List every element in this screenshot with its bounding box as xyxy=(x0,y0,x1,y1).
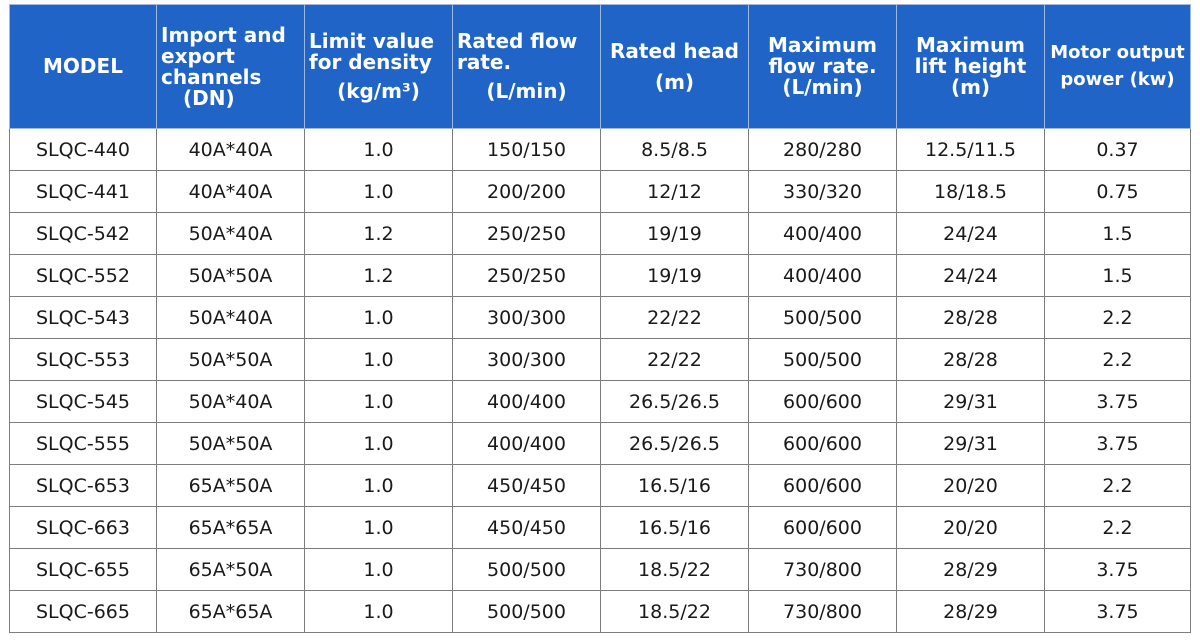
rated-head-cell: 26.5/26.5 xyxy=(601,423,749,465)
channels-cell: 50A*50A xyxy=(157,339,305,381)
header-line: Import and xyxy=(161,22,286,47)
header-max-flow xyxy=(749,5,897,129)
density-cell: 1.0 xyxy=(305,381,453,423)
channels-cell: 65A*65A xyxy=(157,507,305,549)
max-flow-cell: 600/600 xyxy=(749,465,897,507)
table-row xyxy=(10,465,1191,507)
model-cell: SLQC-440 xyxy=(10,129,157,171)
header-line: MODEL xyxy=(43,54,123,78)
max-flow-cell: 400/400 xyxy=(749,213,897,255)
channels-cell: 65A*50A xyxy=(157,549,305,591)
table-row xyxy=(10,549,1191,591)
max-lift-cell: 29/31 xyxy=(897,381,1045,423)
header-channels xyxy=(157,5,305,129)
header-line: flow rate. xyxy=(768,54,877,78)
header-line: Rated flow xyxy=(457,29,578,53)
max-flow-cell: 600/600 xyxy=(749,507,897,549)
motor-power-cell: 2.2 xyxy=(1045,297,1191,339)
rated-flow-cell: 400/400 xyxy=(453,423,601,465)
model-cell: SLQC-655 xyxy=(10,549,157,591)
max-flow-cell: 730/800 xyxy=(749,549,897,591)
table-row xyxy=(10,591,1191,633)
max-lift-cell: 28/29 xyxy=(897,591,1045,633)
rated-head-cell: 8.5/8.5 xyxy=(601,129,749,171)
max-lift-cell: 12.5/11.5 xyxy=(897,129,1045,171)
max-lift-cell: 20/20 xyxy=(897,465,1045,507)
channels-cell: 40A*40A xyxy=(157,171,305,213)
rated-flow-cell: 500/500 xyxy=(453,549,601,591)
channels-cell: 50A*40A xyxy=(157,213,305,255)
rated-head-cell: 19/19 xyxy=(601,213,749,255)
max-flow-cell: 400/400 xyxy=(749,255,897,297)
model-cell: SLQC-552 xyxy=(10,255,157,297)
max-flow-cell: 280/280 xyxy=(749,129,897,171)
rated-flow-cell: 300/300 xyxy=(453,297,601,339)
channels-cell: 50A*40A xyxy=(157,297,305,339)
motor-power-cell: 0.75 xyxy=(1045,171,1191,213)
channels-cell: 65A*50A xyxy=(157,465,305,507)
density-cell: 1.0 xyxy=(305,297,453,339)
motor-power-cell: 1.5 xyxy=(1045,213,1191,255)
table-row xyxy=(10,171,1191,213)
motor-power-cell: 2.2 xyxy=(1045,507,1191,549)
rated-flow-cell: 200/200 xyxy=(453,171,601,213)
header-rated-flow xyxy=(453,5,601,129)
header-model xyxy=(10,5,157,129)
header-line: for density xyxy=(309,50,432,74)
header-line: (kg/m³) xyxy=(337,79,420,103)
rated-head-cell: 16.5/16 xyxy=(601,507,749,549)
rated-head-cell: 22/22 xyxy=(601,339,749,381)
table-header xyxy=(10,5,1191,129)
header-row xyxy=(10,5,1191,129)
table-row xyxy=(10,507,1191,549)
motor-power-cell: 3.75 xyxy=(1045,423,1191,465)
rated-flow-cell: 450/450 xyxy=(453,465,601,507)
rated-head-cell: 19/19 xyxy=(601,255,749,297)
max-lift-cell: 29/31 xyxy=(897,423,1045,465)
motor-power-cell: 2.2 xyxy=(1045,339,1191,381)
header-line: Motor output xyxy=(1050,41,1185,63)
rated-flow-cell: 500/500 xyxy=(453,591,601,633)
header-motor-power xyxy=(1045,5,1191,129)
max-flow-cell: 500/500 xyxy=(749,297,897,339)
header-line: (m) xyxy=(950,75,991,99)
rated-flow-cell: 400/400 xyxy=(453,381,601,423)
density-cell: 1.2 xyxy=(305,255,453,297)
spec-table-container xyxy=(9,4,1190,635)
max-flow-cell: 600/600 xyxy=(749,423,897,465)
table-row xyxy=(10,213,1191,255)
max-lift-cell: 24/24 xyxy=(897,255,1045,297)
max-lift-cell: 24/24 xyxy=(897,213,1045,255)
model-cell: SLQC-555 xyxy=(10,423,157,465)
header-line: (DN) xyxy=(183,85,235,110)
max-flow-cell: 330/320 xyxy=(749,171,897,213)
motor-power-cell: 1.5 xyxy=(1045,255,1191,297)
table-row xyxy=(10,255,1191,297)
density-cell: 1.2 xyxy=(305,213,453,255)
max-lift-cell: 28/28 xyxy=(897,297,1045,339)
rated-flow-cell: 250/250 xyxy=(453,255,601,297)
density-cell: 1.0 xyxy=(305,339,453,381)
model-cell: SLQC-653 xyxy=(10,465,157,507)
motor-power-cell: 3.75 xyxy=(1045,381,1191,423)
header-line: Rated head xyxy=(610,38,739,63)
channels-cell: 50A*50A xyxy=(157,423,305,465)
density-cell: 1.0 xyxy=(305,423,453,465)
max-lift-cell: 28/28 xyxy=(897,339,1045,381)
model-cell: SLQC-553 xyxy=(10,339,157,381)
header-line: export xyxy=(161,43,235,68)
header-line: Maximum xyxy=(915,33,1026,57)
table-body xyxy=(10,129,1191,633)
motor-power-cell: 3.75 xyxy=(1045,591,1191,633)
rated-head-cell: 18.5/22 xyxy=(601,591,749,633)
header-line: channels xyxy=(161,64,262,89)
header-max-lift xyxy=(897,5,1045,129)
pump-spec-table xyxy=(9,4,1191,633)
density-cell: 1.0 xyxy=(305,591,453,633)
channels-cell: 50A*40A xyxy=(157,381,305,423)
table-row xyxy=(10,297,1191,339)
header-line: (L/min) xyxy=(782,75,863,99)
table-row xyxy=(10,129,1191,171)
header-line: (L/min) xyxy=(486,79,567,103)
rated-flow-cell: 250/250 xyxy=(453,213,601,255)
motor-power-cell: 2.2 xyxy=(1045,465,1191,507)
header-line: Maximum xyxy=(767,33,878,57)
rated-head-cell: 16.5/16 xyxy=(601,465,749,507)
max-flow-cell: 600/600 xyxy=(749,381,897,423)
table-row xyxy=(10,381,1191,423)
rated-flow-cell: 300/300 xyxy=(453,339,601,381)
header-density xyxy=(305,5,453,129)
motor-power-cell: 0.37 xyxy=(1045,129,1191,171)
table-row xyxy=(10,339,1191,381)
density-cell: 1.0 xyxy=(305,129,453,171)
header-line: power (kw) xyxy=(1060,68,1175,90)
density-cell: 1.0 xyxy=(305,171,453,213)
model-cell: SLQC-663 xyxy=(10,507,157,549)
density-cell: 1.0 xyxy=(305,465,453,507)
header-rated-head xyxy=(601,5,749,129)
rated-head-cell: 22/22 xyxy=(601,297,749,339)
header-line: rate. xyxy=(457,50,512,74)
max-lift-cell: 20/20 xyxy=(897,507,1045,549)
rated-flow-cell: 150/150 xyxy=(453,129,601,171)
max-lift-cell: 18/18.5 xyxy=(897,171,1045,213)
rated-head-cell: 26.5/26.5 xyxy=(601,381,749,423)
channels-cell: 40A*40A xyxy=(157,129,305,171)
channels-cell: 65A*65A xyxy=(157,591,305,633)
rated-head-cell: 18.5/22 xyxy=(601,549,749,591)
table-row xyxy=(10,423,1191,465)
density-cell: 1.0 xyxy=(305,549,453,591)
header-line: Limit value xyxy=(309,29,435,53)
max-flow-cell: 500/500 xyxy=(749,339,897,381)
rated-head-cell: 12/12 xyxy=(601,171,749,213)
model-cell: SLQC-441 xyxy=(10,171,157,213)
header-line: lift height xyxy=(914,54,1027,78)
rated-flow-cell: 450/450 xyxy=(453,507,601,549)
model-cell: SLQC-542 xyxy=(10,213,157,255)
channels-cell: 50A*50A xyxy=(157,255,305,297)
density-cell: 1.0 xyxy=(305,507,453,549)
motor-power-cell: 3.75 xyxy=(1045,549,1191,591)
model-cell: SLQC-545 xyxy=(10,381,157,423)
header-line: (m) xyxy=(654,69,695,94)
model-cell: SLQC-665 xyxy=(10,591,157,633)
max-flow-cell: 730/800 xyxy=(749,591,897,633)
model-cell: SLQC-543 xyxy=(10,297,157,339)
max-lift-cell: 28/29 xyxy=(897,549,1045,591)
